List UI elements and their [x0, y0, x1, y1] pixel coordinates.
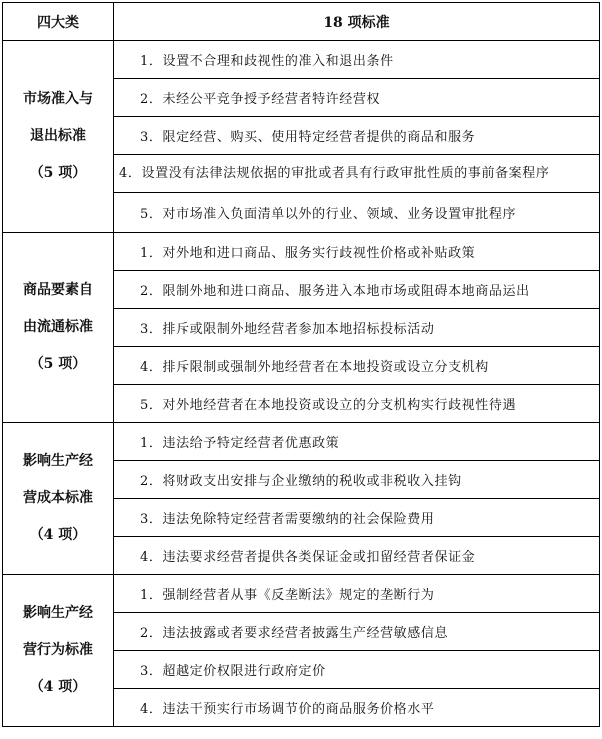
category-name-line: 由流通标准 — [23, 319, 93, 335]
category-production-behavior — [3, 575, 114, 727]
table-row — [3, 423, 600, 461]
standard-item: 2．未经公平竞争授予经营者特许经营权 — [114, 79, 600, 117]
header-standards: 18 项标准 — [114, 3, 600, 41]
standard-item: 2．违法披露或者要求经营者披露生产经营敏感信息 — [114, 613, 600, 651]
standard-item: 4．设置没有法律法规依据的审批或者具有行政审批性质的事前备案程序 — [114, 155, 600, 193]
category-name-line: 退出标准 — [30, 128, 86, 144]
standards-table — [2, 2, 600, 727]
category-name-line: 影响生产经 — [23, 453, 93, 469]
standard-item: 3．限定经营、购买、使用特定经营者提供的商品和服务 — [114, 117, 600, 155]
standard-item: 3．违法免除特定经营者需要缴纳的社会保险费用 — [114, 499, 600, 537]
category-count: （4 项） — [29, 527, 87, 543]
category-name-line: 市场准入与 — [23, 91, 93, 107]
category-name-line: 营行为标准 — [23, 642, 93, 658]
category-count: （4 项） — [29, 679, 87, 695]
header-category: 四大类 — [3, 3, 114, 41]
category-market-access — [3, 41, 114, 233]
category-name-line: 商品要素自 — [23, 282, 93, 298]
standard-item: 3．排斥或限制外地经营者参加本地招标投标活动 — [114, 309, 600, 347]
standard-item: 2．将财政支出安排与企业缴纳的税收或非税收入挂钩 — [114, 461, 600, 499]
standard-item: 4．违法要求经营者提供各类保证金或扣留经营者保证金 — [114, 537, 600, 575]
table-row — [3, 41, 600, 79]
standard-item: 2．限制外地和进口商品、服务进入本地市场或阻碍本地商品运出 — [114, 271, 600, 309]
header-row — [3, 3, 600, 41]
standard-item: 3．超越定价权限进行政府定价 — [114, 651, 600, 689]
category-name-line: 营成本标准 — [23, 490, 93, 506]
standard-item: 1．强制经营者从事《反垄断法》规定的垄断行为 — [114, 575, 600, 613]
category-count: （5 项） — [29, 356, 87, 372]
standard-item: 1．违法给予特定经营者优惠政策 — [114, 423, 600, 461]
standard-item: 4．违法干预实行市场调节价的商品服务价格水平 — [114, 689, 600, 727]
category-production-cost — [3, 423, 114, 575]
standard-item: 5．对市场准入负面清单以外的行业、领域、业务设置审批程序 — [114, 193, 600, 233]
category-name-line: 影响生产经 — [23, 605, 93, 621]
category-goods-circulation — [3, 233, 114, 423]
table-row — [3, 575, 600, 613]
standard-item: 1．设置不合理和歧视性的准入和退出条件 — [114, 41, 600, 79]
standard-item: 4．排斥限制或强制外地经营者在本地投资或设立分支机构 — [114, 347, 600, 385]
category-count: （5 项） — [29, 165, 87, 181]
table-row — [3, 233, 600, 271]
standard-item: 5．对外地经营者在本地投资或设立的分支机构实行歧视性待遇 — [114, 385, 600, 423]
standard-item: 1．对外地和进口商品、服务实行歧视性价格或补贴政策 — [114, 233, 600, 271]
